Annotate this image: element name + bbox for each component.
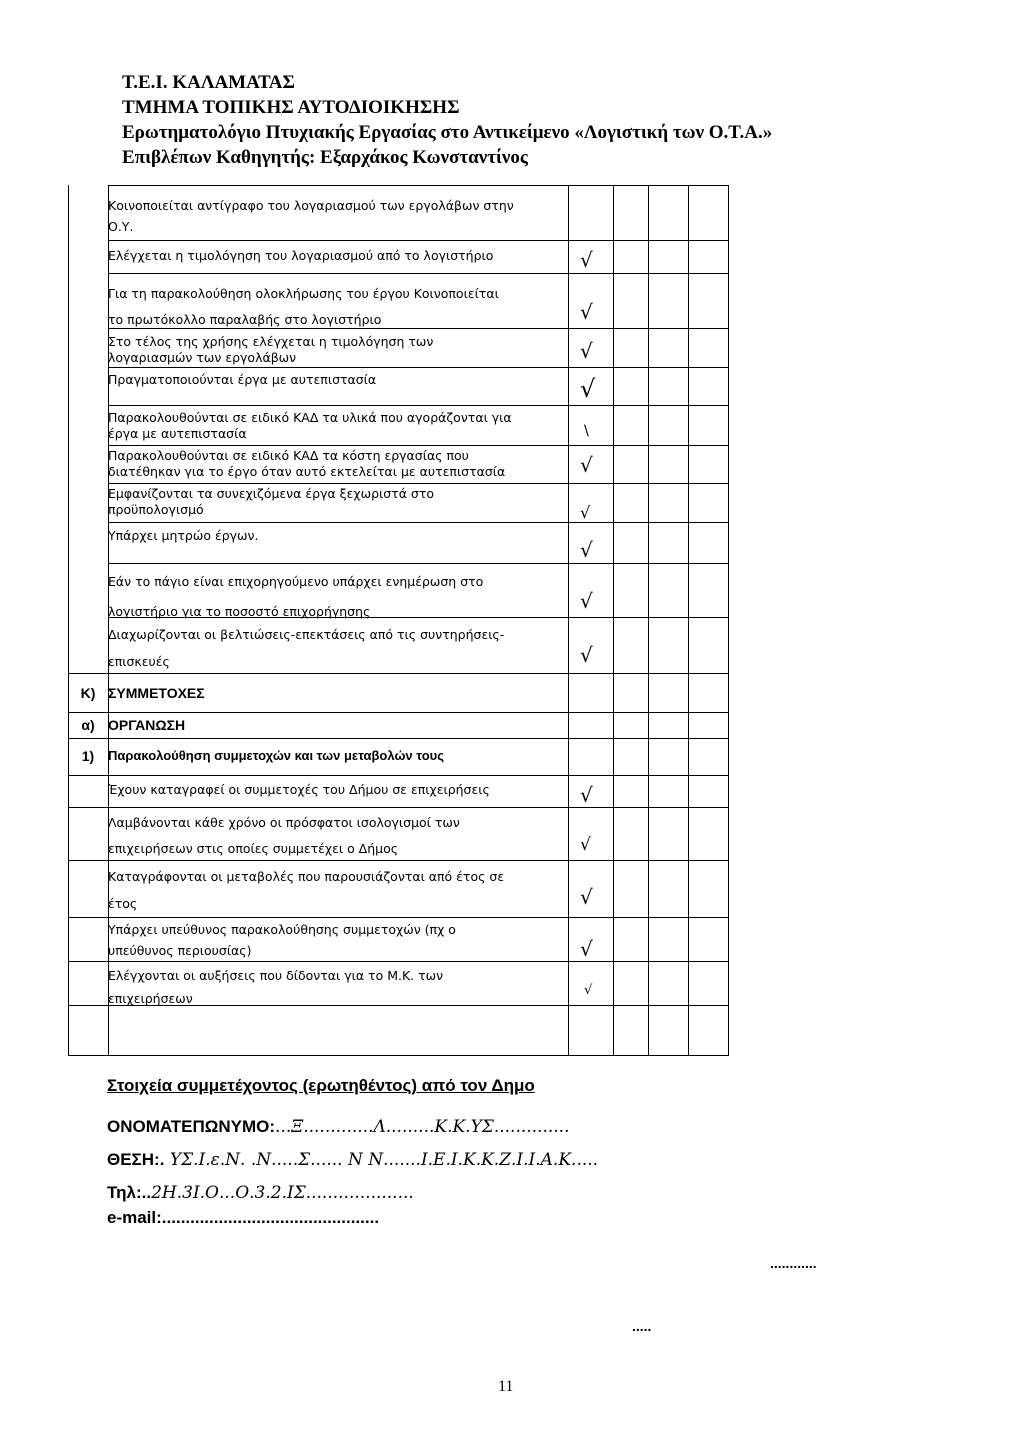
check-mark: √ [580, 503, 591, 522]
row-text: Υπάρχει μητρώο έργων. [108, 528, 259, 543]
row-text: έτος [108, 896, 138, 911]
row-text: έργα με αυτεπιστασία [108, 426, 247, 441]
position-field [107, 1150, 598, 1170]
check-mark: √ [580, 339, 593, 363]
section-title: ΟΡΓΑΝΩΣΗ [108, 717, 186, 733]
check-mark: √ [580, 937, 593, 961]
row-divider [68, 961, 728, 962]
row-text: Παρακολουθούνται σε ειδικό ΚΑΔ τα υλικά που αγοράζονται για [108, 410, 512, 425]
row-divider [108, 522, 728, 523]
row-text: Εμφανίζονται τα συνεχιζόμενα έργα ξεχωριστά στο [108, 486, 435, 501]
row-divider [108, 185, 728, 186]
table-row [108, 525, 558, 546]
table-row [108, 334, 558, 366]
phone-label: Τηλ:.. [107, 1183, 152, 1202]
dotted-line: ............ [770, 1255, 817, 1271]
email-label: e-mail: [107, 1208, 162, 1227]
section-title: ΣΥΜΜΕΤΟΧΕΣ [108, 685, 205, 701]
row-divider [108, 483, 728, 484]
row-text: λογιστήριο για το ποσοστό επιχορήγησης [108, 604, 371, 619]
row-text: Έχουν καταγραφεί οι συμμετοχές του Δήμου σε επιχειρήσεις [108, 782, 490, 797]
department-name: ΤΜΗΜΑ ΤΟΠΙΚΗΣ ΑΥΤΟΔΙΟΙΚΗΣΗΣ [122, 97, 460, 118]
section-label: Κ) [80, 685, 96, 701]
check-mark: √ [580, 783, 593, 807]
check-mark: √ [580, 885, 593, 909]
row-divider [68, 807, 728, 808]
check-mark: √ [580, 453, 593, 477]
row-text: Στο τέλος της χρήσης ελέγχεται η τιμολόγηση των [108, 334, 434, 349]
row-text: Διαχωρίζονται οι βελτιώσεις-επεκτάσεις από τις συντηρήσεις- [108, 627, 505, 642]
check-mark: √ [580, 375, 596, 403]
row-text: προϋπολογισμό [108, 502, 204, 517]
questionnaire-title: Ερωτηματολόγιο Πτυχιακής Εργασίας στο Αντικείμενο «Λογιστική των Ο.Τ.Α.» [122, 122, 773, 143]
respondent-info-title: Στοιχεία συμμετέχοντος (ερωτηθέντος) από τον Δημο [107, 1076, 535, 1095]
row-divider [68, 775, 728, 776]
table-column-divider [648, 185, 649, 1056]
row-text: υπεύθυνος περιουσίας) [108, 943, 252, 958]
row-divider [108, 273, 728, 274]
table-row [108, 245, 558, 266]
row-divider [68, 738, 728, 739]
dotted-line: ..... [632, 1318, 652, 1334]
table-row [108, 410, 558, 442]
row-text: το πρωτόκολλο παραλαβής στο λογιστήριο [108, 312, 382, 327]
row-divider [108, 405, 728, 406]
section-label: 1) [81, 748, 95, 764]
check-mark: √ [580, 248, 593, 272]
row-text: επιχειρήσεων [108, 991, 193, 1006]
phone-field [107, 1183, 414, 1203]
table-column-divider [568, 185, 569, 1056]
email-field [107, 1208, 379, 1228]
check-mark: √ [580, 835, 591, 855]
row-divider [68, 1055, 728, 1056]
institution-name: Τ.Ε.Ι. ΚΑΛΑΜΑΤΑΣ [122, 72, 295, 93]
table-row [108, 567, 558, 627]
row-text: Ο.Υ. [108, 219, 134, 234]
row-text: λογαριασμών των εργολάβων [108, 350, 297, 365]
position-label: ΘΕΣΗ:. [107, 1150, 165, 1169]
table-border-right [728, 185, 729, 1056]
table-column-divider [688, 185, 689, 1056]
name-label: ΟΝΟΜΑΤΕΠΩΝΥΜΟ: [107, 1117, 276, 1136]
row-divider [68, 917, 728, 918]
table-row [108, 779, 558, 800]
row-divider [108, 563, 728, 564]
row-text: Ελέγχονται οι αυξήσεις που δίδονται για το Μ.Κ. των [108, 968, 444, 983]
check-mark: √ [584, 983, 593, 998]
section-title: Παρακολούθηση συμμετοχών και των μεταβολών τους [108, 748, 444, 763]
position-value: ΥΣ.Ι.ε.Ν. .Ν.....Σ...... Ν Ν.......Ι.Ε.Ι.Κ.Κ.Ζ.Ι.Ι.Α.Κ..... [164, 1150, 599, 1170]
table-row [108, 281, 558, 333]
check-mark: √ [580, 643, 593, 667]
row-text: επιχειρήσεων στις οποίες συμμετέχει ο Δήμος [108, 841, 399, 856]
name-value: ...Ξ.............Λ.........Κ.Κ.ΥΣ.............. [275, 1117, 570, 1137]
table-column-divider [613, 185, 614, 1056]
table-row [108, 195, 558, 237]
section-label: α) [81, 717, 95, 733]
table-row [108, 863, 558, 917]
check-mark: \ [584, 423, 589, 439]
row-text: διατέθηκαν για το έργο όταν αυτό εκτελείται με αυτεπιστασία [108, 464, 506, 479]
row-text: Παρακολουθούνται σε ειδικό ΚΑΔ τα κόστη εργασίας που [108, 448, 469, 463]
table-row [108, 486, 558, 518]
table-row [108, 369, 558, 390]
row-text: Πραγματοποιούνται έργα με αυτεπιστασία [108, 372, 377, 387]
page-number: 11 [498, 1378, 514, 1395]
row-text: Υπάρχει υπεύθυνος παρακολούθησης συμμετοχών (πχ ο [108, 922, 456, 937]
check-mark: √ [580, 300, 593, 324]
questionnaire-table [68, 185, 729, 1056]
table-row [108, 448, 558, 480]
row-divider [108, 445, 728, 446]
phone-value: 2Η.3Ι.Ο...Ο.3.2.ΙΣ.................... [151, 1183, 414, 1203]
row-text: επισκευές [108, 654, 170, 669]
check-mark: √ [580, 538, 593, 562]
check-mark: √ [580, 589, 593, 613]
table-border-left [68, 185, 69, 1056]
row-text: Για τη παρακολούθηση ολοκλήρωσης του έργου Κοινοποιείται [108, 286, 499, 301]
table-row [108, 919, 558, 961]
row-divider [108, 367, 728, 368]
table-row [108, 621, 558, 675]
table-row [108, 964, 558, 1010]
row-text: Ελέγχεται η τιμολόγηση του λογαριασμού από το λογιστήριο [108, 248, 494, 263]
supervisor-line: Επιβλέπων Καθηγητής: Εξαρχάκος Κωνσταντίνος [122, 147, 528, 168]
email-value: .............................................. [161, 1208, 380, 1227]
row-text: Καταγράφονται οι μεταβολές που παρουσιάζονται από έτος σε [108, 869, 505, 884]
document-header [122, 70, 772, 170]
row-text: Κοινοποιείται αντίγραφο του λογαριασμού των εργολάβων στην [108, 198, 514, 213]
row-text: Εάν το πάγιο είναι επιχορηγούμενο υπάρχει ενημέρωση στο [108, 574, 484, 589]
row-text: Λαμβάνονται κάθε χρόνο οι πρόσφατοι ισολογισμοί των [108, 815, 460, 830]
row-divider [108, 240, 728, 241]
row-divider [68, 712, 728, 713]
table-row [108, 810, 558, 862]
name-field [107, 1117, 569, 1137]
